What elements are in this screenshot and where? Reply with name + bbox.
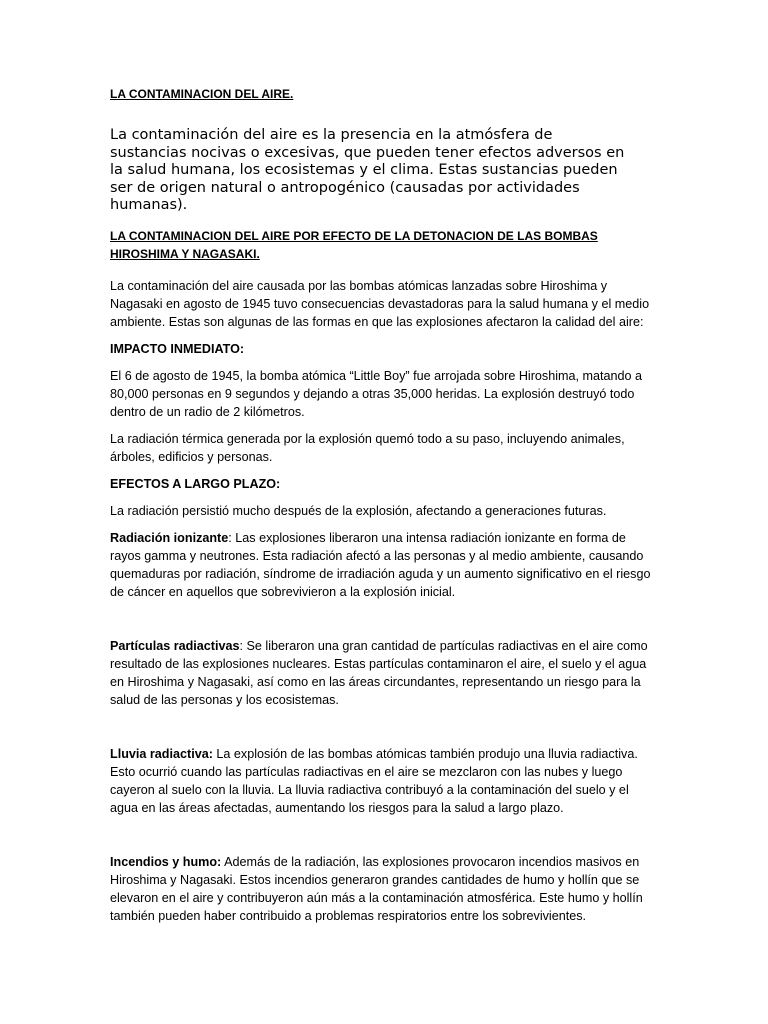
immediate-impact-paragraph-1: El 6 de agosto de 1945, la bomba atómica “Little Boy” fue arrojada sobre Hiroshima, matando a 80,000 personas en 9 segundos y dejando a otras 35,000 heridas. La explosión destruyó todo dentro de un radio de 2 kilómetros. bbox=[110, 368, 643, 419]
fires-smoke-label: Incendios y humo: bbox=[110, 854, 222, 869]
long-term-paragraph: La radiación persistió mucho después de la explosión, afectando a generaciones futuras. bbox=[110, 503, 607, 518]
immediate-impact-paragraph-2: La radiación térmica generada por la explosión quemó todo a su paso, incluyendo animales, árboles, edificios y personas. bbox=[110, 431, 625, 464]
radioactive-particles-label: Partículas radiactivas bbox=[110, 638, 240, 653]
document-title: LA CONTAMINACION DEL AIRE. bbox=[110, 87, 294, 101]
radioactive-particles-text: : Se liberaron una gran cantidad de partículas radiactivas en el aire como resultado de las explosiones nucleares. Estas partículas contaminaron el aire, el suelo y el agua en Hiroshima y Nagasaki, así como en las áreas circundantes, representando un riesgo para la salud de las personas y los ecosistemas. bbox=[110, 638, 648, 707]
radioactive-rain-paragraph bbox=[110, 745, 658, 817]
radioactive-particles-paragraph bbox=[110, 637, 658, 709]
ionizing-radiation-text: : Las explosiones liberaron una intensa radiación ionizante en forma de rayos gamma y neutrones. Esta radiación afectó a las personas y al medio ambiente, causando quemaduras por radiación, síndrome de irradiación aguda y un aumento significativo en el riesgo de cáncer en aquellos que sobrevivieron a la explosión inicial. bbox=[110, 530, 651, 599]
document-body bbox=[110, 86, 658, 925]
immediate-impact-heading: IMPACTO INMEDIATO: bbox=[110, 341, 245, 356]
ionizing-radiation-label: Radiación ionizante bbox=[110, 530, 229, 545]
radioactive-rain-text: La explosión de las bombas atómicas también produjo una lluvia radiactiva. Esto ocurrió cuando las partículas radiactivas en el aire se mezclaron con las nubes y luego cayeron al suelo con la lluvia. La lluvia radiactiva contribuyó a la contaminación del suelo y el agua en las áreas afectadas, aumentando los riesgos para la salud a largo plazo. bbox=[110, 746, 638, 815]
radioactive-rain-label: Lluvia radiactiva: bbox=[110, 746, 213, 761]
fires-smoke-text: Además de la radiación, las explosiones provocaron incendios masivos en Hiroshima y Nagasaki. Estos incendios generaron grandes cantidades de humo y hollín que se elevaron en el aire y contribuyeron aún más a la contaminación atmosférica. Este humo y hollín también pueden haber contribuido a problemas respiratorios entre los sobrevivientes. bbox=[110, 854, 643, 923]
intro-paragraph: La contaminación del aire causada por las bombas atómicas lanzadas sobre Hiroshima y Nagasaki en agosto de 1945 tuvo consecuencias devastadoras para la salud humana y el medio ambiente. Estas son algunas de las formas en que las explosiones afectaron la calidad del aire: bbox=[110, 278, 650, 329]
long-term-effects-heading: EFECTOS A LARGO PLAZO: bbox=[110, 476, 281, 491]
section-subtitle: LA CONTAMINACION DEL AIRE POR EFECTO DE LA DETONACION DE LAS BOMBAS HIROSHIMA Y NAGASAKI. bbox=[110, 228, 598, 261]
lead-paragraph: La contaminación del aire es la presencia en la atmósfera de sustancias nocivas o excesivas, que pueden tener efectos adversos en la salud humana, los ecosistemas y el clima. Estas sustancias pueden ser de origen natural o antropogénico (causadas por actividades humanas). bbox=[110, 127, 625, 213]
ionizing-radiation-paragraph bbox=[110, 529, 658, 601]
fires-smoke-paragraph bbox=[110, 853, 658, 925]
